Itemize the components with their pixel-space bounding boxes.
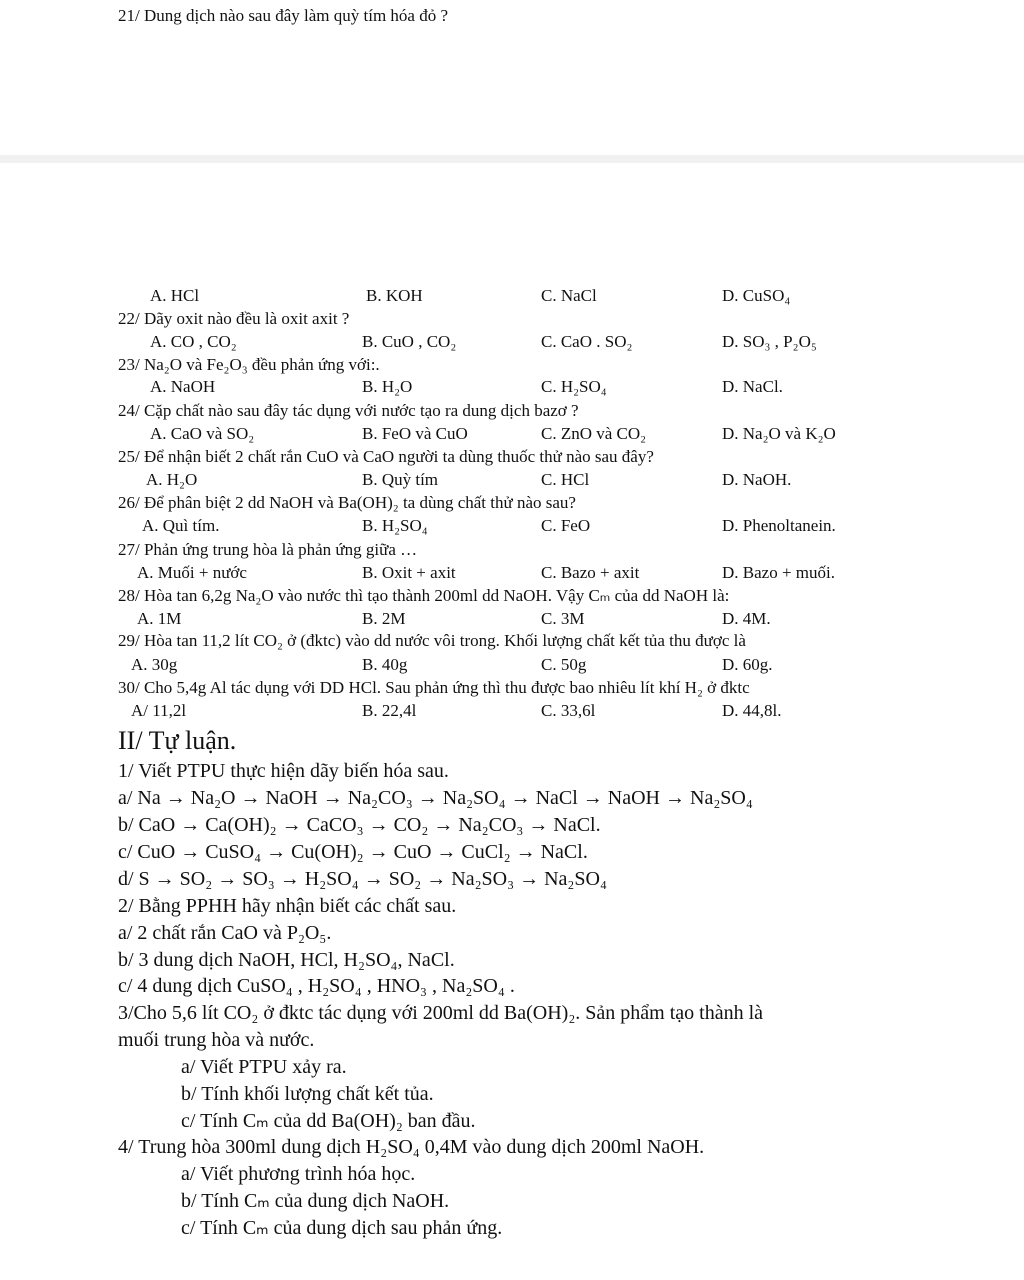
q30-option-a: A/ 11,2l xyxy=(131,701,187,720)
q23-option-c: C. H₂SO₄ xyxy=(541,377,607,396)
q29-option-c: C. 50g xyxy=(541,655,587,674)
q30-option-b: B. 22,4l xyxy=(362,701,417,720)
q25-option-b: B. Quỳ tím xyxy=(362,470,439,489)
q24-option-c: C. ZnO và CO₂ xyxy=(541,424,647,443)
page-divider xyxy=(0,155,1024,163)
q23-option-b: B. H₂O xyxy=(362,377,413,396)
essay-line: d/ S → SO₂ → SO₃ → H₂SO₄ → SO₂ → Na₂SO₃ → Na₂SO₄ xyxy=(118,868,607,890)
q22-option-a: A. CO , CO₂ xyxy=(150,332,237,351)
question-26: 26/ Để phân biệt 2 dd NaOH và Ba(OH)₂ ta dùng chất thử nào sau? xyxy=(118,493,576,512)
essay-line: c/ 4 dung dịch CuSO₄ , H₂SO₄ , HNO₃ , Na₂SO₄ . xyxy=(118,975,515,997)
q25-option-c: C. HCl xyxy=(541,470,590,489)
essay-line: 2/ Bằng PPHH hãy nhận biết các chất sau. xyxy=(118,895,457,917)
essay-line: a/ Na → Na₂O → NaOH → Na₂CO₃ → Na₂SO₄ → NaCl → NaOH → Na₂SO₄ xyxy=(118,787,753,809)
essay-line: 4/ Trung hòa 300ml dung dịch H₂SO₄ 0,4M vào dung dịch 200ml NaOH. xyxy=(118,1136,705,1158)
q27-option-d: D. Bazo + muối. xyxy=(722,563,835,582)
essay-line: muối trung hòa và nước. xyxy=(118,1029,315,1051)
q21-option-d: D. CuSO₄ xyxy=(722,286,791,305)
q25-option-a: A. H₂O xyxy=(146,470,198,489)
q26-option-b: B. H₂SO₄ xyxy=(362,516,428,535)
question-29: 29/ Hòa tan 11,2 lít CO₂ ở (đktc) vào dd nước vôi trong. Khối lượng chất kết tủa thu được là xyxy=(118,631,746,650)
q27-option-b: B. Oxit + axit xyxy=(362,563,456,582)
essay-line: b/ Tính Cₘ của dung dịch NaOH. xyxy=(181,1190,450,1212)
q21-option-a: A. HCl xyxy=(150,286,200,305)
q27-option-c: C. Bazo + axit xyxy=(541,563,640,582)
essay-line: c/ Tính Cₘ của dd Ba(OH)₂ ban đầu. xyxy=(181,1110,476,1132)
essay-line: 3/Cho 5,6 lít CO₂ ở đktc tác dụng với 200ml dd Ba(OH)₂. Sản phẩm tạo thành là xyxy=(118,1002,764,1024)
q26-option-c: C. FeO xyxy=(541,516,591,535)
q29-option-a: A. 30g xyxy=(131,655,178,674)
q27-option-a: A. Muối + nước xyxy=(137,563,247,582)
essay-line: a/ Viết PTPU xảy ra. xyxy=(181,1056,347,1078)
q30-option-d: D. 44,8l. xyxy=(722,701,782,720)
essay-line: c/ CuO → CuSO₄ → Cu(OH)₂ → CuO → CuCl₂ → NaCl. xyxy=(118,841,588,863)
q24-option-a: A. CaO và SO₂ xyxy=(150,424,255,443)
q22-option-d: D. SO₃ , P₂O₅ xyxy=(722,332,817,351)
q25-option-d: D. NaOH. xyxy=(722,470,792,489)
q26-option-d: D. Phenoltanein. xyxy=(722,516,836,535)
q24-option-d: D. Na₂O và K₂O xyxy=(722,424,836,443)
q21-option-c: C. NaCl xyxy=(541,286,597,305)
essay-line: b/ 3 dung dịch NaOH, HCl, H₂SO₄, NaCl. xyxy=(118,949,455,971)
q23-option-d: D. NaCl. xyxy=(722,377,783,396)
q28-option-d: D. 4M. xyxy=(722,609,771,628)
q28-option-b: B. 2M xyxy=(362,609,406,628)
question-28: 28/ Hòa tan 6,2g Na₂O vào nước thì tạo thành 200ml dd NaOH. Vậy Cₘ của dd NaOH là: xyxy=(118,586,730,605)
question-23: 23/ Na₂O và Fe₂O₃ đều phản ứng với:. xyxy=(118,355,380,374)
question-24: 24/ Cặp chất nào sau đây tác dụng với nước tạo ra dung dịch bazơ ? xyxy=(118,401,579,420)
q29-option-d: D. 60g. xyxy=(722,655,773,674)
section-title: II/ Tự luận. xyxy=(118,726,237,755)
q24-option-b: B. FeO và CuO xyxy=(362,424,468,443)
essay-line: a/ 2 chất rắn CaO và P₂O₅. xyxy=(118,922,332,944)
essay-line: b/ CaO → Ca(OH)₂ → CaCO₃ → CO₂ → Na₂CO₃ → NaCl. xyxy=(118,814,601,836)
q30-option-c: C. 33,6l xyxy=(541,701,596,720)
q29-option-b: B. 40g xyxy=(362,655,408,674)
question-25: 25/ Để nhận biết 2 chất rắn CuO và CaO người ta dùng thuốc thử nào sau đây? xyxy=(118,447,654,466)
q22-option-c: C. CaO . SO₂ xyxy=(541,332,633,351)
q22-option-b: B. CuO , CO₂ xyxy=(362,332,457,351)
q21-option-b: B. KOH xyxy=(366,286,423,305)
essay-line: 1/ Viết PTPU thực hiện dãy biến hóa sau. xyxy=(118,760,449,782)
q23-option-a: A. NaOH xyxy=(150,377,216,396)
q26-option-a: A. Quì tím. xyxy=(142,516,220,535)
question-27: 27/ Phản ứng trung hòa là phản ứng giữa … xyxy=(118,540,418,559)
q28-option-c: C. 3M xyxy=(541,609,585,628)
essay-line: b/ Tính khối lượng chất kết tủa. xyxy=(181,1083,434,1105)
essay-line: a/ Viết phương trình hóa học. xyxy=(181,1163,416,1185)
q28-option-a: A. 1M xyxy=(137,609,182,628)
essay-line: c/ Tính Cₘ của dung dịch sau phản ứng. xyxy=(181,1217,503,1239)
question-30: 30/ Cho 5,4g Al tác dụng với DD HCl. Sau phản ứng thì thu được bao nhiêu lít khí H₂ ở đktc xyxy=(118,678,750,697)
question-21: 21/ Dung dịch nào sau đây làm quỳ tím hóa đỏ ? xyxy=(118,6,449,25)
question-22: 22/ Dãy oxit nào đều là oxit axit ? xyxy=(118,309,350,328)
